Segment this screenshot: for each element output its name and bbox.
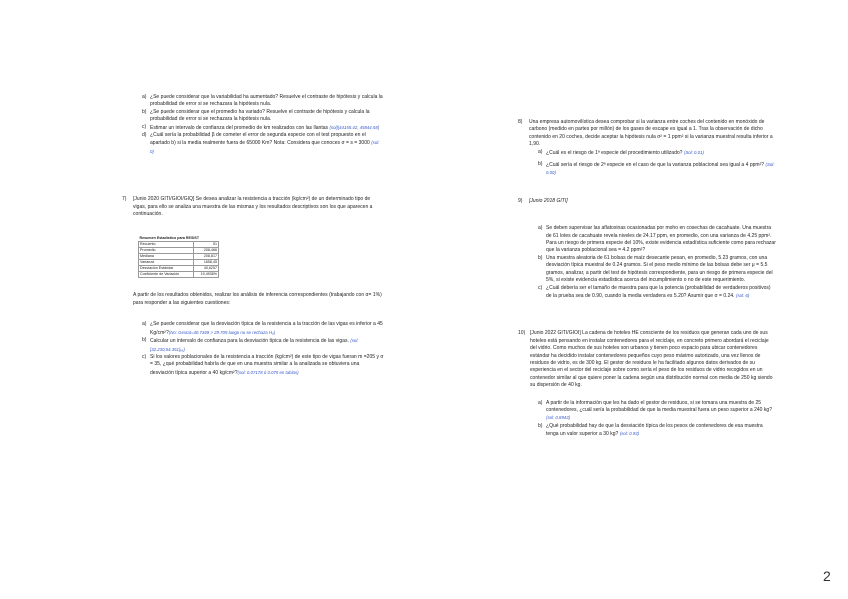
table-row: Promedio 208,466 bbox=[140, 248, 217, 253]
solution-note: (sol: 6) bbox=[736, 292, 750, 298]
table-row: Recuento 51 bbox=[140, 242, 217, 247]
q9-items bbox=[538, 225, 776, 300]
list-item: a) ¿Se puede considerar que la desviación típica de la resistencia a la tracción de las vigas es inferior a 45 Kg/cm²?(No: Gestat=40.7369 > 29.709 luego no se rechaza H₀) bbox=[142, 321, 383, 336]
list-item: c) Si los valores poblacionales de la resistencia a tracción (kg/cm²) de este tipo de vigas fueran m =205 y σ = 35, ¿qué probabilidad habría de que en una muestra similar a la analizada se obtuviera una desviación típica superior a 40 kg/cm²?(sol: 0.07178 ó 0.075 en tablas) bbox=[142, 353, 384, 376]
table-title: Resumen Estadístico para RESIST bbox=[139, 236, 200, 241]
question-8-intro: Una empresa automovilística desea comprobar si la varianza entre coches del contenido en monóxido de carbono (medido en partes por millón) de los gases de escape es igual a 1. Tras la observación de dicho contenido en 20 coches, decide aceptar la hipótesis nula σ² = 1 ppm² si la varianza muestral resulta inferior a 1,90. bbox=[529, 119, 773, 148]
question-7-intro: [Junio 2020 GITI/GIOI/GIQ] Se desea analizar la resistencia a tracción (kg/cm²) de un determinado tipo de vigas, para ello se analiza una muestra de las mismas y los resultados descriptivos son los que aparecen a continuación. bbox=[133, 196, 373, 218]
question-7-lead: A partir de los resultados obtenidos, realizar los análisis de inferencia correspondientes (trabajando con α= 1%) para responder a las siguientes cuestiones: bbox=[133, 292, 382, 306]
solution-note: (sol: 0.8943) bbox=[546, 415, 571, 421]
question-7: 7) [Junio 2020 GITI/GIOI/GIQ] Se desea analizar la resistencia a tracción (kg/cm²) de un determinado tipo de vigas, para ello se analiza una muestra de las mismas y los resultados descriptivos son los que aparecen a continuación. bbox=[122, 196, 384, 218]
question-9: 9) [Junio 2018 GITI] bbox=[518, 198, 776, 205]
question-8: 8) Una empresa automovilística desea comprobar si la varianza entre coches del contenido en monóxido de carbono (medido en partes por millón) de los gases de escape es igual a 1. Tras la observación de dicho contenido en 20 coches, decide aceptar la hipótesis nula σ² = 1 ppm² si la varianza muestral resulta inferior a 1,90. bbox=[518, 119, 776, 149]
solution-note: (No: Gestat=40.7369 > 29.709 luego no se rechaza H₀) bbox=[168, 329, 276, 335]
table-row: Varianza 1658,45 bbox=[140, 260, 217, 265]
q10-items bbox=[538, 400, 776, 439]
list-item: a) Se deben supervisar las aflatoxinas ocasionadas por moho en cosechas de cacahuate. Una muestra de 61 lotes de cacahuate revela niveles de 24.17 ppm, en promedio, con una varianza de 4.25 ppm². Para un riesgo de primera especie del 10%, existe evidencia estadística suficiente como para rechazar que la varianza poblacional sea = 4.2 ppm²? bbox=[538, 225, 776, 254]
left-column bbox=[122, 94, 384, 377]
list-item: c) Estimar un intervalo de confianza del promedio de km realizados con las llantas (sol)[44155.42, 45844.58] bbox=[142, 123, 379, 131]
list-item: a) A partir de la información que les ha dado el gestor de residuos, si se tomara una muestra de 25 contenedores, ¿cuál sería la probabilidad de que la media muestral fuera un peso superior a 240 kg? (sol: 0.8943) bbox=[538, 399, 773, 421]
list-item: b) Calcular un intervalo de confianza para la desviación típica de la resistencia de las vigas. (sol: [32.230,54.351]ₑₓ) bbox=[142, 337, 359, 352]
list-item: d) ¿Cuál sería la probabilidad β de cometer el error de segunda especie con el test propuesto en el apartado b) si la media realmente fuera de 65000 Km? Nota: Considera que conoces σ = s = 3000 (sol: 0) bbox=[142, 132, 380, 154]
q8-items bbox=[538, 149, 776, 178]
list-item: c) ¿Cuál debería ser el tamaño de muestra para que la potencia (probabilidad de verdaderos positivos) de la prueba sea de 0.90, cuando la media verdadera es 5.20? Asumir que σ = 0.24. (sol: 6) bbox=[538, 284, 771, 299]
list-item: a) ¿Cuál es el riesgo de 1ª especie del procedimiento utilizado? (Sol: 0.01) bbox=[538, 148, 704, 156]
list-item: b) ¿Cuál sería el riesgo de 2ª especie en el caso de que la varianza poblacional sea igual a 4 ppm²? (Sol: 0.00) bbox=[538, 161, 775, 176]
q6-items bbox=[142, 94, 384, 156]
solution-note: (sol: 0.07178 ó 0.075 en tablas) bbox=[237, 369, 299, 375]
solution-note: (sol: 0.93) bbox=[619, 431, 640, 437]
question-10: 10) [Junio 2022 GITI/GIOI] La cadena de hoteles HE consciente de los residuos que generan cada uno de sus hoteles está pensando en instalar contenedores para el reciclaje, en concreto primero abordará el reciclaje del vidrio. Como muchos de sus hoteles son urbanos y tienen poco espacio para ubicar contenedores estándar ha decidido instalar contenedores pequeños cuyo peso máximo autorizado, una vez llenos de residuos de vidrio, es de 300 kg. El gestor de residuos le ha facilitado algunos datos derivados de su experiencia en el sector del reciclaje sobre como sería el peso de los residuos de vidrio recogidos en un contenedor similar al que quiere poner la cadena según una distribución normal con media de 250 kg siendo su dispersión de 40 kg. bbox=[518, 330, 776, 389]
list-item: b) Una muestra aleatoria de 61 bolsas de maíz desecante pesan, en promedio, 5.23 gramos, con una desviación típica muestral de 0.24 gramos. Si el peso medio mínimo de las bolsas debe ser μ = 5.5 gramos, analizar, a partir del test de hipótesis correspondiente, para un riesgo de primera especie del 5%, si existe evidencia estadística acerca del incumplimiento o no de este requerimiento. bbox=[538, 254, 773, 284]
right-column bbox=[518, 119, 776, 439]
solution-note: (sol: 0) bbox=[150, 140, 380, 154]
table-row: Coeficiente de Variación 19,4936% bbox=[140, 272, 217, 277]
list-item: b) ¿Se puede considerar que el promedio ha variado? Resuelve el contraste de hipótesis y calcula la probabilidad de error si se rechazara la hipótesis nula. bbox=[142, 108, 370, 123]
page-number: 2 bbox=[823, 568, 831, 584]
question-9-intro: [Junio 2018 GITI] bbox=[529, 197, 568, 204]
q7-items bbox=[142, 321, 384, 377]
question-10-intro: [Junio 2022 GITI/GIOI] La cadena de hoteles HE consciente de los residuos que generan cada uno de sus hoteles está pensando en instalar contenedores para el reciclaje, en concreto primero abordará el reciclaje del vidrio. Como muchos de sus hoteles son urbanos y tienen poco espacio para ubicar contenedores estándar ha decidido instalar contenedores pequeños cuyo peso máximo autorizado, una vez llenos de residuos de vidrio, es de 300 kg. El gestor de residuos le ha facilitado algunos datos derivados de su experiencia en el sector del reciclaje sobre como sería el peso de los residuos de vidrio recogidos en un contenedor similar al que quiere poner la cadena según una distribución normal con media de 250 kg siendo su dispersión de 40 kg. bbox=[530, 330, 773, 389]
table-row: Mediana 208,817 bbox=[140, 254, 217, 259]
solution-note: (Sol: 0.00) bbox=[546, 162, 775, 176]
solution-note: (sol: [32.230,54.351]ₑₓ) bbox=[150, 338, 359, 352]
table-row: Desviación Estándar 40,6257 bbox=[140, 266, 217, 271]
solution-note: (sol)[44155.42, 45844.58] bbox=[329, 124, 379, 130]
stats-summary-table bbox=[138, 236, 219, 278]
solution-note: (Sol: 0.01) bbox=[683, 149, 704, 155]
list-item: a) ¿Se puede considerar que la variabilidad ha aumentado? Resuelve el contraste de hipótesis y calcula la probabilidad de error si se rechazara la hipótesis nula. bbox=[142, 94, 383, 108]
list-item: b) ¿Qué probabilidad hay de que la desviación típica de los pesos de contenedores de esa muestra tenga un valor superior a 30 kg? (sol: 0.93) bbox=[538, 422, 763, 438]
